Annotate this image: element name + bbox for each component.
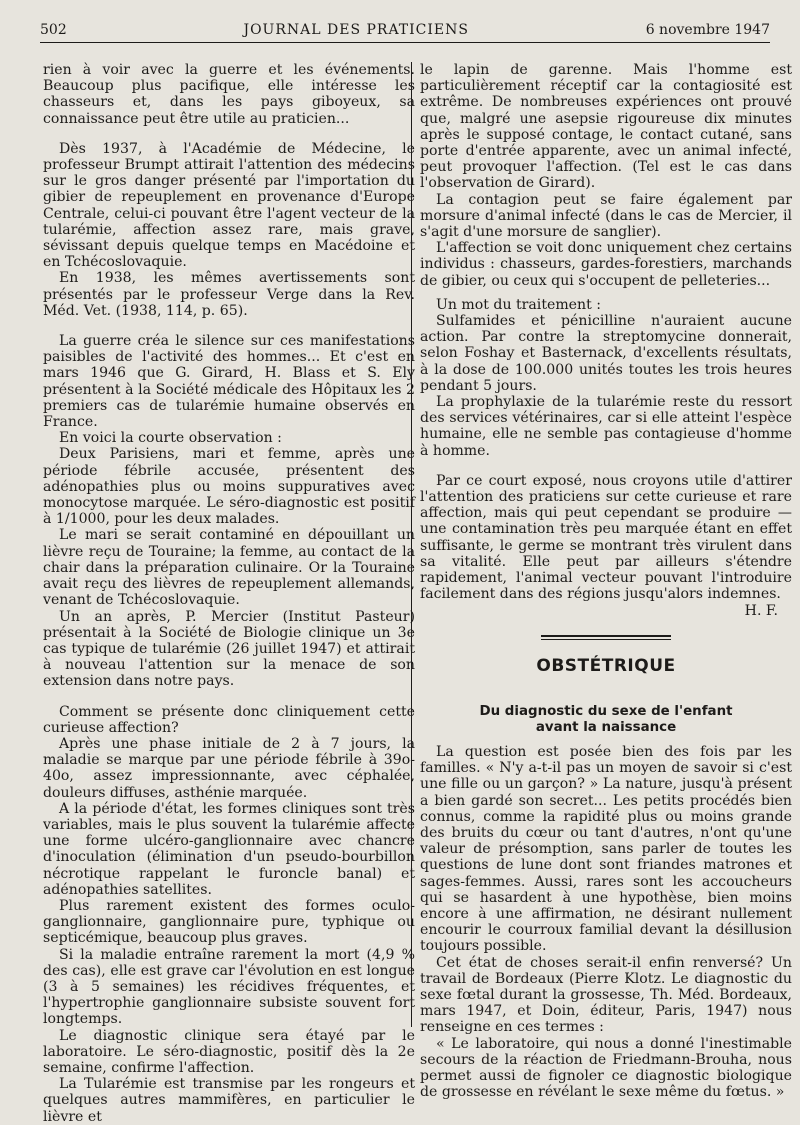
paragraph: En 1938, les mêmes avertissements sont présentés par le professeur Verge dans la Rev. Méd. Vet. (1938, 114, p. 65). bbox=[43, 270, 415, 319]
paragraph: Si la maladie entraîne rarement la mort (4,9 % des cas), elle est grave car l'évolution en est longue (3 à 5 semaines) les récidives fréquentes, et l'hypertrophie ganglionnaire subsiste souvent fort longtemps. bbox=[43, 946, 415, 1028]
paragraph: Comment se présente donc cliniquement cette curieuse affection? bbox=[43, 703, 415, 736]
page-header bbox=[40, 18, 770, 42]
page-number: 502 bbox=[40, 22, 67, 38]
journal-title: JOURNAL DES PRATICIENS bbox=[243, 22, 469, 38]
article-title-line: avant la naissance bbox=[535, 719, 677, 735]
header-rule bbox=[40, 42, 770, 43]
paragraph: La prophylaxie de la tularémie reste du ressort des services vétérinaires, car si elle atteint l'espèce humaine, elle ne semble pas contagieuse d'homme à homme. bbox=[420, 394, 792, 459]
paragraph: La Tularémie est transmise par les rongeurs et quelques autres mammifères, en particulier le lièvre et bbox=[43, 1076, 415, 1125]
author-signature: H. F. bbox=[744, 602, 778, 619]
paragraph: La contagion peut se faire également par morsure d'animal infecté (dans le cas de Mercier, il s'agit d'une morsure de sanglier). bbox=[420, 191, 792, 241]
paragraph: L'affection se voit donc uniquement chez certains individus : chasseurs, gardes-forestiers, marchands de gibier, ou ceux qui s'occupent de pelleteries... bbox=[420, 240, 792, 289]
paragraph: La question est posée bien des fois par les familles. « N'y a-t-il pas un moyen de savoir si c'est une fille ou un garçon? » La nature, jusqu'à présent a bien gardé son secret... Les petits procédés bien connus, comme la rapidité plus ou moins grande des bruits du cœur ou tant d'autres, n'ont qu'une valeur de présomption, sans parler de toutes les questions de lune dont sont friandes matrones et sages-femmes. Aussi, rares sont les accoucheurs qui se hasardent à une hypothèse, bien moins encore à une affirmation, ne désirant nullement encourir le courroux familial devant la désillusion toujours possible. bbox=[420, 743, 792, 955]
paragraph: Sulfamides et pénicilline n'auraient aucune action. Par contre la streptomycine donnerait, selon Foshay et Basternack, d'excellents résultats, à la dose de 100.000 unités toutes les trois heures pendant 5 jours. bbox=[420, 313, 792, 394]
left-column bbox=[43, 62, 415, 1125]
paragraph: Dès 1937, à l'Académie de Médecine, le professeur Brumpt attirait l'attention des médecins sur le gros danger présenté par l'importation du gibier de repeuplement en provenance d'Europe Centrale, celui-ci pouvant être l'agent vecteur de la tularémie, affection assez rare, mais grave, sévissant depuis quelque temps en Macédoine et en Tchécoslovaquie. bbox=[43, 140, 415, 271]
paragraph: rien à voir avec la guerre et les événements. Beaucoup plus pacifique, elle intéresse les chasseurs et, dans les pays giboyeux, sa connaissance peut être utile au praticien... bbox=[43, 62, 415, 127]
paragraph: Par ce court exposé, nous croyons utile d'attirer l'attention des praticiens sur cette curieuse et rare affection, mais qui peut cependant se produire — une contamination très peu marquée étant en effet suffisante, le germe se montrant très virulent dans sa vitalité. Elle peut par ailleurs s'étendre rapidement, l'animal vecteur pouvant l'introduire facilement dans des régions jusqu'alors indemnes. bbox=[420, 472, 792, 603]
paragraph: En voici la courte observation : bbox=[59, 430, 282, 447]
article-title-line: Du diagnostic du sexe de l'enfant bbox=[479, 703, 733, 719]
paragraph: Un an après, P. Mercier (Institut Pasteur) présentait à la Société de Biologie clinique un 3e cas typique de tularémie (26 juillet 1947) et attirait à nouveau l'attention sur la menace de son extension dans notre pays. bbox=[43, 608, 415, 690]
article-title bbox=[420, 704, 792, 736]
paragraph: Plus rarement existent des formes oculo-ganglionnaire, ganglionnaire pure, typhique ou septicémique, beaucoup plus graves. bbox=[43, 897, 415, 947]
paragraph: « Le laboratoire, qui nous a donné l'inestimable secours de la réaction de Friedmann-Brouha, nous permet aussi de fignoler ce diagnostic biologique de grossesse en révélant le sexe même du fœtus. » bbox=[420, 1035, 792, 1101]
paragraph: Après une phase initiale de 2 à 7 jours, la maladie se marque par une période fébrile à 39o-40o, assez impressionnante, avec céphalée, douleurs diffuses, asthénie marquée. bbox=[43, 735, 415, 801]
right-column bbox=[420, 62, 792, 1100]
issue-date: 6 novembre 1947 bbox=[645, 22, 770, 38]
section-ornament-rule bbox=[541, 635, 671, 640]
paragraph: Deux Parisiens, mari et femme, après une période fébrile accusée, présentent des adénopathies plus ou moins suppuratives avec monocytose marquée. Le séro-diagnostic est positif à 1/1000, pour les deux malades. bbox=[43, 446, 415, 528]
paragraph: A la période d'état, les formes cliniques sont très variables, mais le plus souvent la tularémie affecte une forme ulcéro-ganglionnaire avec chancre d'inoculation (élimination d'un pseudo-bourbillon nécrotique rappelant le furoncle banal) et adénopathies satellites. bbox=[43, 800, 415, 898]
paragraph: Le diagnostic clinique sera étayé par le laboratoire. Le séro-diagnostic, positif dès la 2e semaine, confirme l'affection. bbox=[43, 1027, 415, 1076]
paragraph: Cet état de choses serait-il enfin renversé? Un travail de Bordeaux (Pierre Klotz. Le diagnostic du sexe fœtal durant la grossesse, Th. Méd. Bordeaux, mars 1947, et Doin, éditeur, Paris, 1947) nous renseigne en ces termes : bbox=[420, 954, 792, 1036]
section-title: OBSTÉTRIQUE bbox=[536, 655, 676, 676]
paragraph: La guerre créa le silence sur ces manifestations paisibles de l'activité des hommes... Et c'est en mars 1946 que G. Girard, H. Blass et S. Ely présentent à la Société médicale des Hôpitaux les 2 premiers cas de tularémie humaine observés en France. bbox=[43, 333, 415, 431]
paragraph: Un mot du traitement : bbox=[436, 296, 601, 313]
paragraph: le lapin de garenne. Mais l'homme est particulièrement réceptif car la contagiosité est extrême. De nombreuses expériences ont prouvé que, malgré une asepsie rigoureuse dix minutes après le supposé contage, le contact cutané, sans porte d'entrée apparente, avec un animal infecté, peut provoquer l'affection. (Tel est le cas dans l'observation de Girard). bbox=[420, 62, 792, 192]
paragraph: Le mari se serait contaminé en dépouillant un lièvre reçu de Touraine; la femme, au contact de la chair dans la préparation culinaire. Or la Touraine avait reçu des lièvres de repeuplement allemands, venant de Tchécoslovaquie. bbox=[43, 527, 415, 609]
column-divider bbox=[411, 62, 412, 1027]
